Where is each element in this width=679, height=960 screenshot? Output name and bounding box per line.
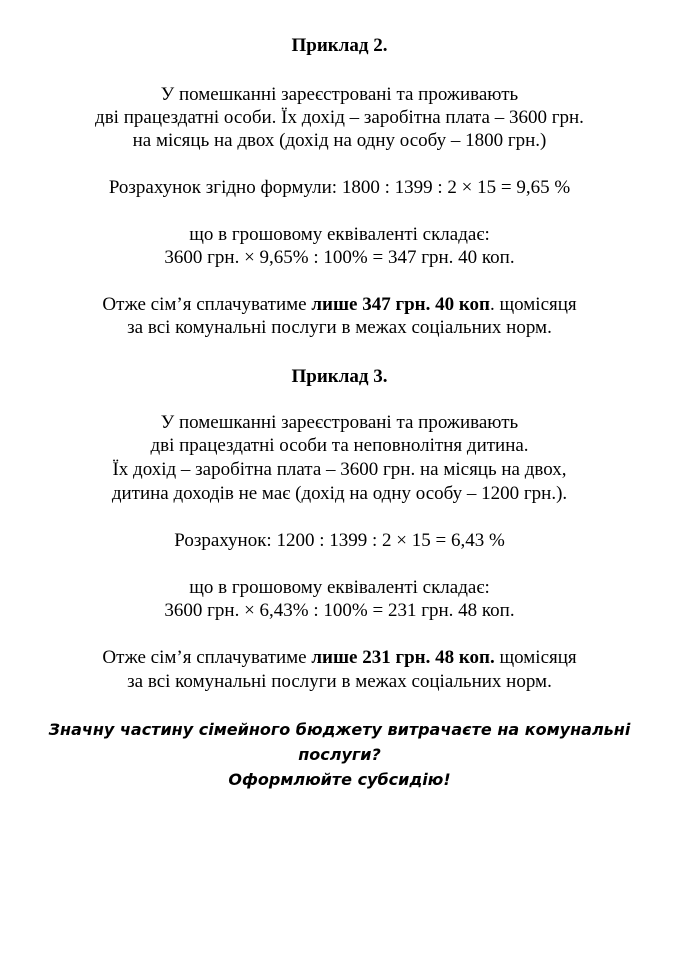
example-2-conclusion-text: Отже сім’я сплачуватиме [102,294,312,315]
example-3-equivalent-line-1: що в грошовому еквіваленті складає: [189,577,490,598]
example-2-conclusion [0,294,679,316]
subsidy-call-to-action: Оформлюйте субсидію! [228,770,451,789]
example-2-conclusion-line-2: за всі комунальні послуги в межах соціальних норм. [127,317,552,338]
example-3-calculation: Розрахунок: 1200 : 1399 : 2 × 15 = 6,43 % [174,530,505,551]
example-3-conclusion-line-2: за всі комунальні послуги в межах соціальних норм. [127,671,552,692]
example-2-equivalent-line-2: 3600 грн. × 9,65% : 100% = 347 грн. 40 коп. [164,247,515,268]
example-2-title: Приклад 2. [291,35,388,56]
example-2-conclusion-amount: лише 347 грн. 40 коп [311,294,490,315]
example-2-intro-line-1: У помешканні зареєстровані та проживають [160,84,519,105]
subsidy-question-line-2: послуги? [298,745,381,764]
example-3-intro-line-2: дві працездатні особи та неповнолітня дитина. [150,435,529,456]
example-3-equivalent-line-2: 3600 грн. × 6,43% : 100% = 231 грн. 48 коп. [164,600,515,621]
example-3-intro-line-1: У помешканні зареєстровані та проживають [160,412,519,433]
example-3-conclusion-tail: щомісяця [494,647,577,668]
example-2-intro-line-2: дві працездатні особи. Їх дохід – заробітна плата – 3600 грн. [95,107,584,128]
example-3-title: Приклад 3. [291,366,388,387]
example-3-intro-line-3: Їх дохід – заробітна плата – 3600 грн. на місяць на двох, [112,459,567,480]
example-3-conclusion [0,647,679,669]
example-2-equivalent-line-1: що в грошовому еквіваленті складає: [189,224,490,245]
example-2-conclusion-tail: . щомісяця [490,294,577,315]
example-3-conclusion-amount: лише 231 грн. 48 коп. [311,647,495,668]
example-3-conclusion-text: Отже сім’я сплачуватиме [102,647,312,668]
example-2-calculation: Розрахунок згідно формули: 1800 : 1399 : 2 × 15 = 9,65 % [108,177,571,198]
subsidy-question-line-1: Значну частину сімейного бюджету витрачаєте на комунальні [48,720,631,739]
example-2-intro-line-3: на місяць на двох (дохід на одну особу – 1800 грн.) [132,130,547,151]
example-3-intro-line-4: дитина доходів не має (дохід на одну особу – 1200 грн.). [111,483,568,504]
